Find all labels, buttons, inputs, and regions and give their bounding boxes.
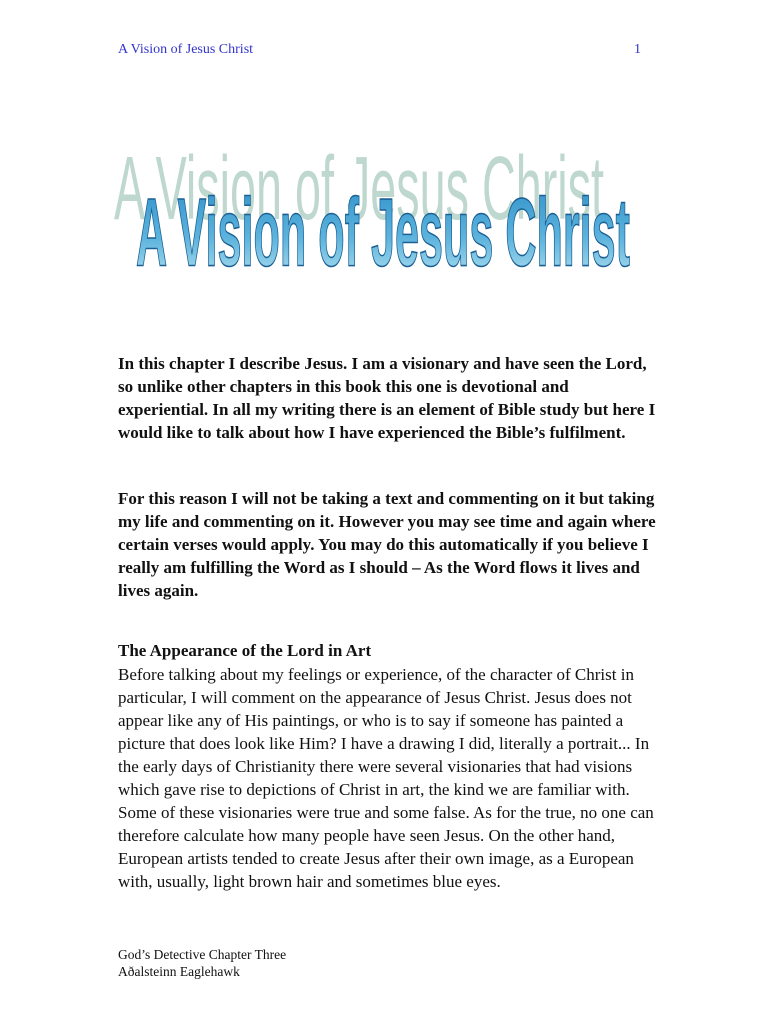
page-number: 1 [634,42,641,57]
running-header-title: A Vision of Jesus Christ [118,42,254,57]
wordart-shadow-text: A Vision of Jesus Christ [114,137,604,239]
section-heading: The Appearance of the Lord in Art [118,641,372,660]
footer-line-1: God’s Detective Chapter Three [118,947,287,962]
section-paragraph: Before talking about my feelings or experience, of the character of Christ in particular, I will comment on the appearance of Jesus Christ. Jesus does not appear like any of His paintings, or who is to say if someone has painted a picture that does look like Him? I have a drawing I did, literally a portrait... In the early days of Christianity there were several visionaries that had visions which gave rise to depictions of Christ in art, the kind we are familiar with. Some of these visionaries were true and some false. As for the true, no one can therefore calculate how many people have seen Jesus. On the other hand, European artists tended to create Jesus after their own image, as a European with, usually, light brown hair and sometimes blue eyes. [118,665,654,891]
intro-paragraph-2: For this reason I will not be taking a text and commenting on it but taking my life and commenting on it. However you may see time and again where certain verses would apply. You may do this automatically if you believe I really am fulfilling the Word as I should – As the Word flows it lives and lives again. [118,489,656,600]
footer-line-2: Aðalsteinn Eaglehawk [118,964,240,979]
wordart-main-text: A Vision of Jesus Christ [136,178,630,282]
wordart-title [110,112,650,282]
page-footer [118,946,286,980]
intro-paragraph-1: In this chapter I describe Jesus. I am a visionary and have seen the Lord, so unlike other chapters in this book this one is devotional and experiential. In all my writing there is an element of Bible study but here I would like to talk about how I have experienced the Bible’s fulfilment. [118,354,656,442]
